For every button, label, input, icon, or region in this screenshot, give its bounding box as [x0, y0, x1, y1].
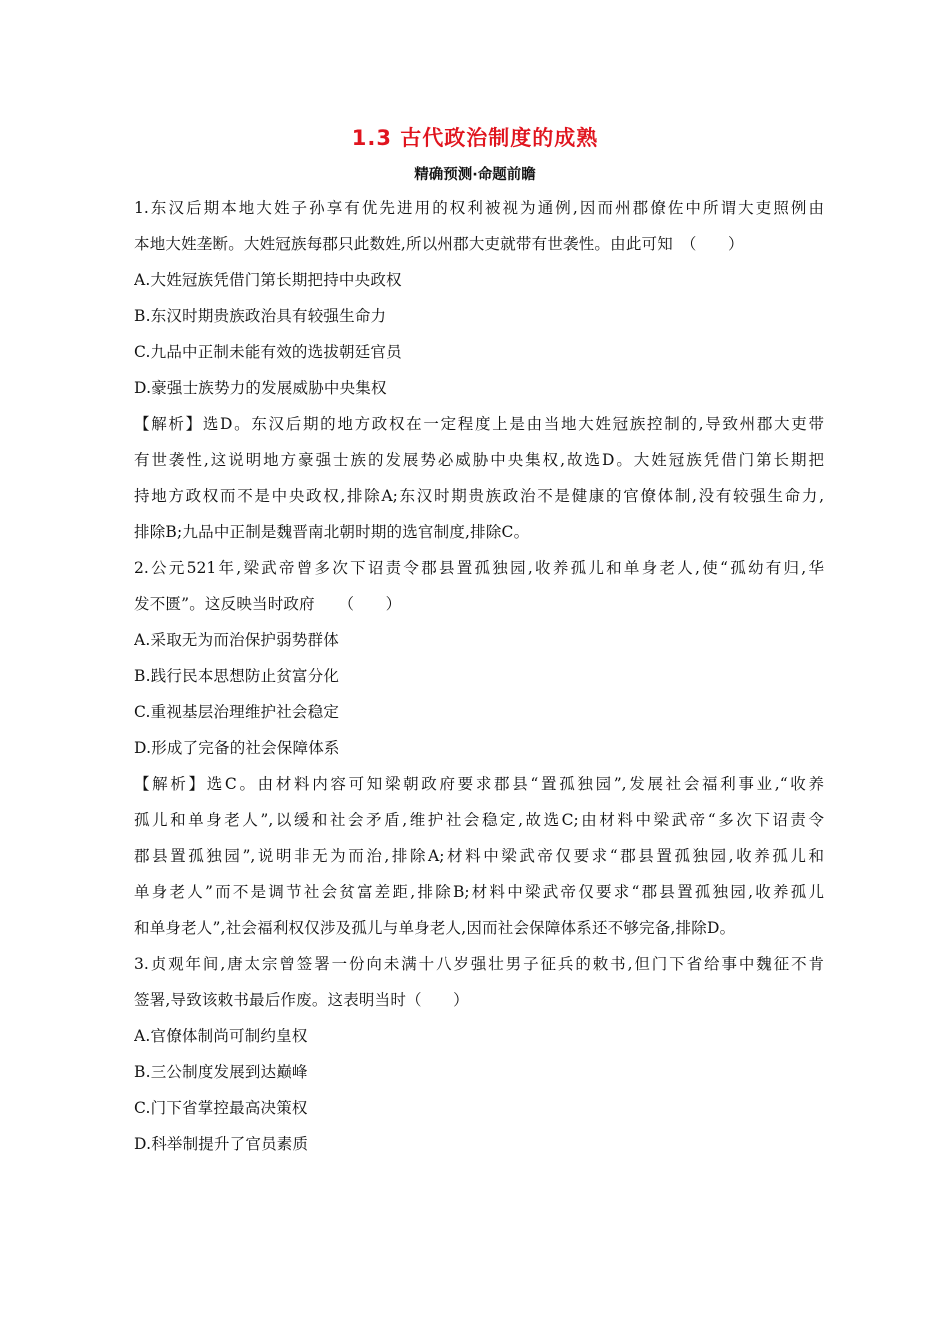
question-1-option-d: D.豪强士族势力的发展威胁中央集权: [134, 379, 387, 397]
question-1-analysis-line-3: 持地方政权而不是中央政权,排除A;东汉时期贵族政治不是健康的官僚体制,没有较强生命力,: [134, 487, 824, 505]
question-1-option-c: C.九品中正制未能有效的选拔朝廷官员: [134, 343, 402, 361]
page-subtitle: 精确预测·命题前瞻: [414, 167, 536, 183]
question-2-analysis-line-5: 和单身老人”,社会福利权仅涉及孤儿与单身老人,因而社会保障体系还不够完备,排除D。: [134, 919, 736, 937]
question-2-analysis-line-4: 单身老人”而不是调节社会贫富差距,排除B;材料中梁武帝仅要求“郡县置孤独园,收养孤儿: [134, 883, 824, 901]
question-1-stem-line-1: 1.东汉后期本地大姓子孙享有优先进用的权利被视为通例,因而州郡僚佐中所谓大吏照例由: [134, 199, 824, 217]
question-2-stem-line-2: 发不匮”。这反映当时政府 （ ）: [134, 595, 402, 613]
question-1-stem-line-2: 本地大姓垄断。大姓冠族每郡只此数姓,所以州郡大吏就带有世袭性。由此可知 （ ）: [134, 235, 744, 253]
page-title: 1.3 古代政治制度的成熟: [351, 126, 599, 150]
question-1-analysis-line-2: 有世袭性,这说明地方豪强士族的发展势必威胁中央集权,故选D。大姓冠族凭借门第长期把: [134, 451, 824, 469]
question-2-option-d: D.形成了完备的社会保障体系: [134, 739, 340, 757]
question-3-option-b: B.三公制度发展到达巅峰: [134, 1063, 308, 1081]
question-1-option-a: A.大姓冠族凭借门第长期把持中央政权: [134, 271, 402, 289]
question-1-analysis-line-4: 排除B;九品中正制是魏晋南北朝时期的选官制度,排除C。: [134, 523, 530, 541]
question-1-analysis-line-1: 【解析】选D。东汉后期的地方政权在一定程度上是由当地大姓冠族控制的,导致州郡大吏带: [134, 415, 824, 433]
question-2-analysis-line-1: 【解析】选C。由材料内容可知梁朝政府要求郡县“置孤独园”,发展社会福利事业,“收养: [134, 775, 824, 793]
question-3-option-c: C.门下省掌控最高决策权: [134, 1099, 308, 1117]
question-2-stem-line-1: 2.公元521年,梁武帝曾多次下诏责令郡县置孤独园,收养孤儿和单身老人,使“孤幼有归,华: [134, 559, 824, 577]
question-2-option-b: B.践行民本思想防止贫富分化: [134, 667, 340, 685]
question-2-option-a: A.采取无为而治保护弱势群体: [134, 631, 339, 649]
question-3-stem-line-1: 3.贞观年间,唐太宗曾签署一份向未满十八岁强壮男子征兵的敕书,但门下省给事中魏征不肯: [134, 955, 824, 973]
question-2-analysis-line-3: 郡县置孤独园”,说明非无为而治,排除A;材料中梁武帝仅要求“郡县置孤独园,收养孤儿和: [134, 847, 824, 865]
question-2-analysis-line-2: 孤儿和单身老人”,以缓和社会矛盾,维护社会稳定,故选C;由材料中梁武帝“多次下诏责令: [134, 811, 824, 829]
question-3-stem-line-2: 签署,导致该敕书最后作废。这表明当时（ ）: [134, 991, 469, 1009]
question-1-option-b: B.东汉时期贵族政治具有较强生命力: [134, 307, 387, 325]
question-3-option-a: A.官僚体制尚可制约皇权: [134, 1027, 308, 1045]
question-3-option-d: D.科举制提升了官员素质: [134, 1135, 309, 1153]
question-2-option-c: C.重视基层治理维护社会稳定: [134, 703, 340, 721]
document-body: [134, 196, 824, 1168]
